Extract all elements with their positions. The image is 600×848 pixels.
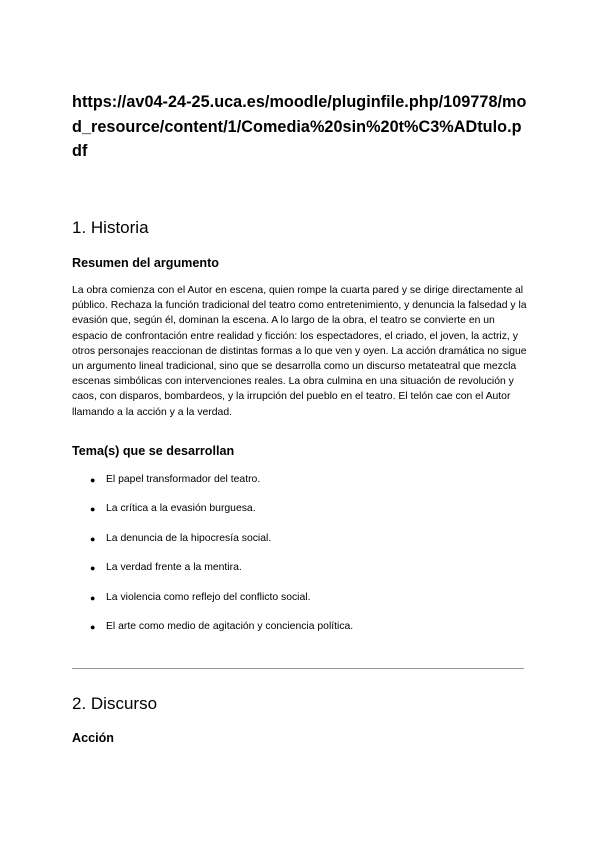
bullet-icon: ● bbox=[90, 475, 96, 485]
section-divider bbox=[72, 668, 524, 669]
document-url-title: https://av04-24-25.uca.es/moodle/pluginfile.php/109778/mod_resource/content/1/Comedia%20sin%20t%C3%ADtulo.pdf bbox=[72, 93, 527, 161]
bullet-icon: ● bbox=[90, 533, 96, 544]
section-heading-discurso: 2. Discurso bbox=[72, 694, 158, 713]
list-item-text: La denuncia de la hipocresía social. bbox=[106, 532, 272, 544]
list-item bbox=[72, 473, 528, 502]
list-item bbox=[72, 561, 528, 590]
list-item bbox=[72, 532, 528, 561]
bullet-icon: ● bbox=[90, 504, 96, 515]
list-item-text: La verdad frente a la mentira. bbox=[106, 562, 242, 574]
list-item-text: La violencia como reflejo del conflicto social. bbox=[106, 591, 311, 603]
subheading-resumen: Resumen del argumento bbox=[72, 256, 219, 270]
subheading-accion: Acción bbox=[72, 731, 114, 745]
list-item-text: El papel transformador del teatro. bbox=[106, 474, 261, 485]
list-item-text: El arte como medio de agitación y conciencia política. bbox=[106, 620, 354, 632]
bullet-icon: ● bbox=[90, 592, 96, 603]
list-item bbox=[72, 502, 528, 531]
temas-list bbox=[72, 473, 528, 649]
bullet-icon: ● bbox=[90, 621, 96, 632]
list-item-text: La crítica a la evasión burguesa. bbox=[106, 503, 256, 515]
subheading-temas: Tema(s) que se desarrollan bbox=[72, 444, 235, 458]
section-heading-historia: 1. Historia bbox=[72, 218, 149, 237]
bullet-icon: ● bbox=[90, 563, 96, 574]
list-item bbox=[72, 591, 528, 620]
list-item bbox=[72, 620, 528, 649]
resumen-paragraph: La obra comienza con el Autor en escena, quien rompe la cuarta pared y se dirige directamente al público. Rechaza la función tradicional del teatro como entretenimiento, y denuncia la falsedad y la evasión que, según él, dominan la escena. A lo largo de la obra, el teatro se convierte en un espacio de confrontación entre realidad y ficción: los espectadores, el criado, el joven, la actriz, y otros personajes reaccionan de distintas formas a lo que ven y oyen. La acción dramática no sigue un argumento lineal tradicional, sino que se desarrolla como un discurso metateatral que mezcla escenas simbólicas con intervenciones reales. La obra culmina en una situación de revolución y caos, con disparos, bombardeos, y la irrupción del pueblo en el teatro. El telón cae con el Autor llamando a la acción y a la verdad. bbox=[72, 285, 527, 418]
